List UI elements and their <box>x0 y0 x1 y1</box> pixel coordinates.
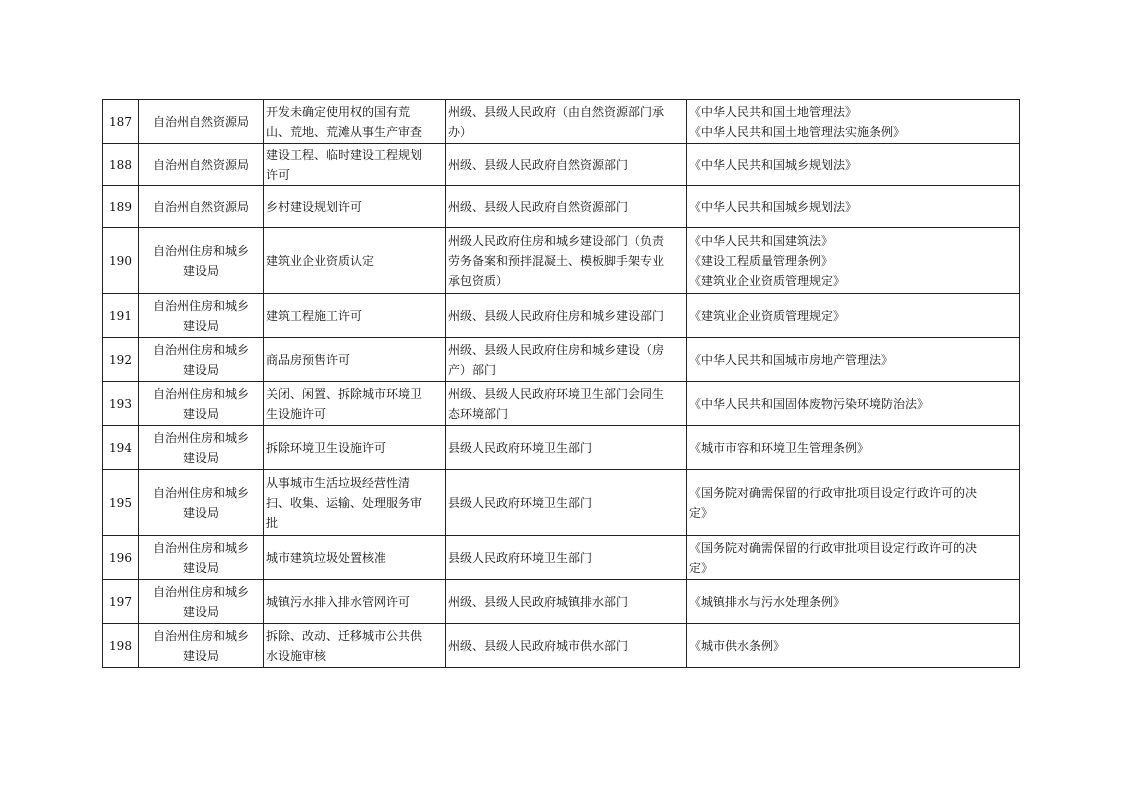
permit-item-cell-line: 山、荒地、荒滩从事生产审查 <box>266 124 423 139</box>
permit-item-cell-line: 建筑工程施工许可 <box>266 308 363 323</box>
permit-item-cell <box>264 470 446 536</box>
legal-basis-cell-line: 《中华人民共和国土地管理法实施条例》 <box>689 124 906 139</box>
permit-item-cell <box>264 580 446 624</box>
permit-item-cell <box>264 144 446 186</box>
authority-cell <box>446 144 687 186</box>
permit-item-cell-line: 拆除、改动、迁移城市公共供 <box>266 628 423 643</box>
permit-item-cell <box>264 536 446 580</box>
permit-item-cell <box>264 426 446 470</box>
table-body <box>103 100 1020 668</box>
department-cell <box>139 100 264 144</box>
authority-cell <box>446 382 687 426</box>
row-number: 196 <box>103 536 139 580</box>
authority-cell-line: 县级人民政府环境卫生部门 <box>448 550 593 565</box>
legal-basis-cell-line: 《中华人民共和国固体废物污染环境防治法》 <box>689 396 930 411</box>
department-cell-line: 自治州自然资源局 <box>152 114 249 129</box>
authority-cell <box>446 580 687 624</box>
legal-basis-cell <box>687 294 1020 338</box>
department-cell-line: 自治州住房和城乡 <box>152 298 249 313</box>
table-row <box>103 186 1020 228</box>
authority-cell <box>446 426 687 470</box>
authority-cell <box>446 100 687 144</box>
legal-basis-cell-line: 定》 <box>689 560 714 575</box>
authority-cell-line: 县级人民政府环境卫生部门 <box>448 495 593 510</box>
authority-cell <box>446 470 687 536</box>
legal-basis-cell-line: 《国务院对确需保留的行政审批项目设定行政许可的决 <box>689 540 978 555</box>
department-cell <box>139 228 264 294</box>
department-cell <box>139 426 264 470</box>
authority-cell-line: 州级、县级人民政府（由自然资源部门承 <box>448 104 665 119</box>
table-row <box>103 144 1020 186</box>
authority-cell-line: 州级、县级人民政府自然资源部门 <box>448 157 629 172</box>
table-row <box>103 338 1020 382</box>
department-cell-line: 自治州住房和城乡 <box>152 628 249 643</box>
department-cell <box>139 624 264 668</box>
permit-item-cell-line: 从事城市生活垃圾经营性清 <box>266 475 411 490</box>
authority-cell <box>446 536 687 580</box>
legal-basis-cell <box>687 186 1020 228</box>
authority-cell-line: 州级、县级人民政府住房和城乡建设部门 <box>448 308 665 323</box>
department-cell-line: 自治州住房和城乡 <box>152 485 249 500</box>
row-number: 188 <box>103 144 139 186</box>
permit-item-cell <box>264 382 446 426</box>
authority-cell-line: 州级、县级人民政府城市供水部门 <box>448 638 629 653</box>
permit-item-cell-line: 城镇污水排入排水管网许可 <box>266 594 411 609</box>
legal-basis-cell-line: 《中华人民共和国建筑法》 <box>689 233 834 248</box>
row-number: 191 <box>103 294 139 338</box>
authority-cell-line: 州级、县级人民政府自然资源部门 <box>448 199 629 214</box>
department-cell-line: 自治州住房和城乡 <box>152 584 249 599</box>
authority-cell-line: 州级人民政府住房和城乡建设部门（负责 <box>448 233 665 248</box>
legal-basis-cell-line: 《建设工程质量管理条例》 <box>689 253 834 268</box>
permit-item-cell-line: 拆除环境卫生设施许可 <box>266 440 387 455</box>
table-row <box>103 536 1020 580</box>
authority-cell-line: 州级、县级人民政府住房和城乡建设（房 <box>448 342 665 357</box>
table-row <box>103 228 1020 294</box>
permit-item-cell-line: 城市建筑垃圾处置核准 <box>266 550 387 565</box>
department-cell-line: 自治州住房和城乡 <box>152 430 249 445</box>
authority-cell-line: 州级、县级人民政府城镇排水部门 <box>448 594 629 609</box>
permit-item-cell-line: 关闭、闲置、拆除城市环境卫 <box>266 386 423 401</box>
authority-cell-line: 劳务备案和预拌混凝土、模板脚手架专业 <box>448 253 665 268</box>
legal-basis-cell <box>687 382 1020 426</box>
department-cell-line: 建设局 <box>182 362 219 377</box>
legal-basis-cell <box>687 624 1020 668</box>
department-cell-line: 建设局 <box>182 263 219 278</box>
legal-basis-cell-line: 《城市供水条例》 <box>689 638 786 653</box>
row-number: 187 <box>103 100 139 144</box>
department-cell-line: 建设局 <box>182 648 219 663</box>
authority-cell <box>446 338 687 382</box>
permit-item-cell-line: 乡村建设规划许可 <box>266 199 363 214</box>
authority-cell-line: 承包资质） <box>448 273 509 288</box>
permit-item-cell-line: 建设工程、临时建设工程规划 <box>266 147 423 162</box>
department-cell <box>139 580 264 624</box>
department-cell <box>139 536 264 580</box>
permit-item-cell <box>264 624 446 668</box>
table-row <box>103 580 1020 624</box>
permit-item-cell <box>264 100 446 144</box>
legal-basis-cell-line: 《中华人民共和国城乡规划法》 <box>689 199 858 214</box>
permit-item-cell-line: 建筑业企业资质认定 <box>266 253 375 268</box>
permit-item-cell-line: 水设施审核 <box>266 648 327 663</box>
department-cell-line: 建设局 <box>182 450 219 465</box>
permit-item-cell-line: 生设施许可 <box>266 406 327 421</box>
row-number: 189 <box>103 186 139 228</box>
authority-cell <box>446 228 687 294</box>
permit-item-cell <box>264 338 446 382</box>
table-row <box>103 382 1020 426</box>
table-row <box>103 470 1020 536</box>
row-number: 195 <box>103 470 139 536</box>
department-cell-line: 建设局 <box>182 604 219 619</box>
authority-cell-line: 态环境部门 <box>448 406 509 421</box>
permit-table <box>102 99 1020 668</box>
legal-basis-cell <box>687 338 1020 382</box>
department-cell-line: 建设局 <box>182 318 219 333</box>
department-cell-line: 建设局 <box>182 406 219 421</box>
legal-basis-cell <box>687 100 1020 144</box>
authority-cell-line: 县级人民政府环境卫生部门 <box>448 440 593 455</box>
permit-item-cell-line: 批 <box>266 515 279 530</box>
legal-basis-cell-line: 《建筑业企业资质管理规定》 <box>689 308 846 323</box>
permit-item-cell-line: 开发未确定使用权的国有荒 <box>266 104 411 119</box>
legal-basis-cell-line: 《城镇排水与污水处理条例》 <box>689 594 846 609</box>
permit-item-cell <box>264 294 446 338</box>
permit-item-cell-line: 扫、收集、运输、处理服务审 <box>266 495 423 510</box>
department-cell <box>139 144 264 186</box>
row-number: 192 <box>103 338 139 382</box>
legal-basis-cell <box>687 144 1020 186</box>
permit-item-cell <box>264 186 446 228</box>
authority-cell <box>446 294 687 338</box>
legal-basis-cell-line: 《中华人民共和国土地管理法》 <box>689 104 858 119</box>
legal-basis-cell-line: 《国务院对确需保留的行政审批项目设定行政许可的决 <box>689 485 978 500</box>
department-cell-line: 自治州住房和城乡 <box>152 540 249 555</box>
department-cell <box>139 382 264 426</box>
legal-basis-cell-line: 《城市市容和环境卫生管理条例》 <box>689 440 870 455</box>
department-cell <box>139 186 264 228</box>
department-cell <box>139 470 264 536</box>
permit-item-cell <box>264 228 446 294</box>
department-cell <box>139 338 264 382</box>
department-cell-line: 自治州住房和城乡 <box>152 243 249 258</box>
department-cell-line: 自治州住房和城乡 <box>152 342 249 357</box>
legal-basis-cell <box>687 426 1020 470</box>
legal-basis-cell <box>687 580 1020 624</box>
department-cell-line: 自治州住房和城乡 <box>152 386 249 401</box>
permit-item-cell-line: 许可 <box>266 167 291 182</box>
authority-cell-line: 产）部门 <box>448 362 497 377</box>
table-row <box>103 426 1020 470</box>
legal-basis-cell-line: 《建筑业企业资质管理规定》 <box>689 273 846 288</box>
row-number: 190 <box>103 228 139 294</box>
department-cell <box>139 294 264 338</box>
authority-cell-line: 办） <box>448 124 473 139</box>
legal-basis-cell <box>687 536 1020 580</box>
table-row <box>103 624 1020 668</box>
department-cell-line: 自治州自然资源局 <box>152 199 249 214</box>
row-number: 198 <box>103 624 139 668</box>
row-number: 194 <box>103 426 139 470</box>
department-cell-line: 自治州自然资源局 <box>152 157 249 172</box>
legal-basis-cell <box>687 228 1020 294</box>
permit-item-cell-line: 商品房预售许可 <box>266 352 351 367</box>
table-row <box>103 294 1020 338</box>
department-cell-line: 建设局 <box>182 560 219 575</box>
row-number: 193 <box>103 382 139 426</box>
department-cell-line: 建设局 <box>182 505 219 520</box>
legal-basis-cell-line: 《中华人民共和国城市房地产管理法》 <box>689 352 894 367</box>
authority-cell <box>446 186 687 228</box>
row-number: 197 <box>103 580 139 624</box>
authority-cell <box>446 624 687 668</box>
legal-basis-cell-line: 《中华人民共和国城乡规划法》 <box>689 157 858 172</box>
table-row <box>103 100 1020 144</box>
legal-basis-cell <box>687 470 1020 536</box>
authority-cell-line: 州级、县级人民政府环境卫生部门会同生 <box>448 386 665 401</box>
legal-basis-cell-line: 定》 <box>689 505 714 520</box>
